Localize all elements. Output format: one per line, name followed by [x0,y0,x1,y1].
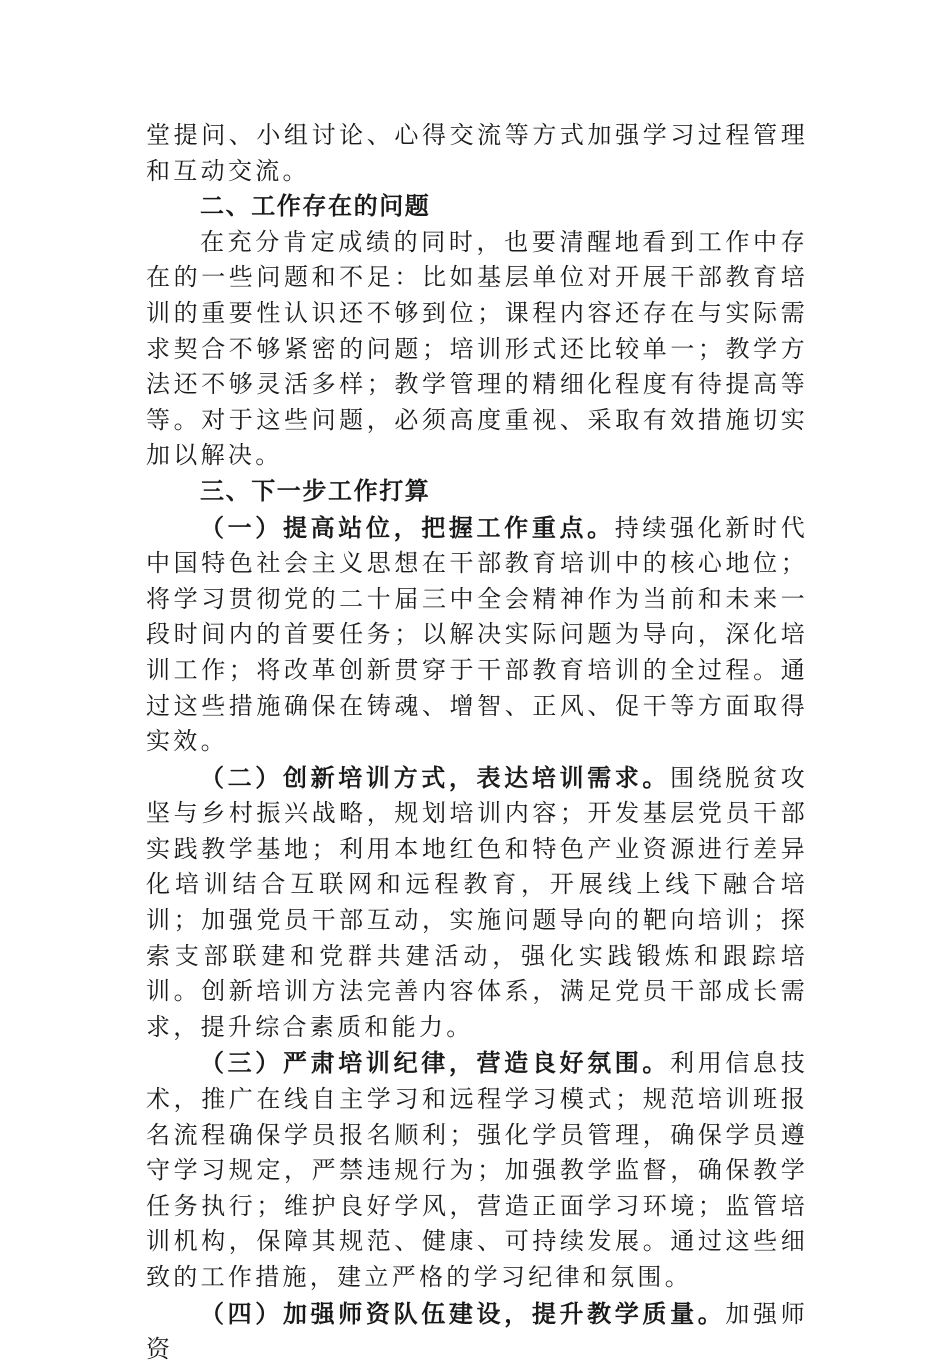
section-heading-next-steps: 三、下一步工作打算 [200,476,431,505]
problems-paragraph: 在充分肯定成绩的同时，也要清醒地看到工作中存在的一些问题和不足：比如基层单位对开展干部教育培训的重要性认识还不够到位；课程内容还存在与实际需求契合不够紧密的问题；培训形式还比较单一；教学方法还不够灵活多样；教学管理的精细化程度有待提高等等。对于这些问题，必须高度重视、采取有效措施切实加以解决。 [146,227,808,470]
plan-item-1-lead: （一）提高站位，把握工作重点。 [200,512,615,542]
plan-item-1 [146,510,808,760]
plan-item-1-body: 持续强化新时代中国特色社会主义思想在干部教育培训中的核心地位；将学习贯彻党的二十届三中全会精神作为当前和未来一段时间内的首要任务；以解决实际问题为导向，深化培训工作；将改革创新贯穿于干部教育培训的全过程。通过这些措施确保在铸魂、增智、正风、促干等方面取得实效。 [146,513,808,756]
plan-item-2-body: 围绕脱贫攻坚与乡村振兴战略，规划培训内容；开发基层党员干部实践教学基地；利用本地红色和特色产业资源进行差异化培训结合互联网和远程教育，开展线上线下融合培训；加强党员干部互动，实施问题导向的靶向培训；探索支部联建和党群共建活动，强化实践锻炼和跟踪培训。创新培训方法完善内容体系，满足党员干部成长需求，提升综合素质和能力。 [146,763,809,1041]
document-body [146,118,808,1368]
plan-item-3 [146,1045,808,1295]
section-heading-problems: 二、工作存在的问题 [200,192,431,221]
plan-item-4-body: 加强师资 [146,1299,808,1364]
plan-item-2 [146,760,808,1046]
plan-item-3-lead: （三）严肃培训纪律，营造良好氛围。 [200,1048,671,1078]
plan-item-3-body: 利用信息技术，推广在线自主学习和远程学习模式；规范培训班报名流程确保学员报名顺利；强化学员管理，确保学员遵守学习规定，严禁违规行为；加强教学监督，确保教学任务执行；维护良好学风，营造正面学习环境；监管培训机构，保障其规范、健康、可持续发展。通过这些细致的工作措施，建立严格的学习纪律和氛围。 [146,1049,809,1291]
plan-item-4-lead: （四）加强师资队伍建设，提升教学质量。 [200,1298,726,1328]
plan-item-2-lead: （二）创新培训方式，表达培训需求。 [200,762,671,792]
intro-paragraph: 堂提问、小组讨论、心得交流等方式加强学习过程管理和互动交流。 [146,121,808,185]
plan-item-4 [146,1296,808,1368]
